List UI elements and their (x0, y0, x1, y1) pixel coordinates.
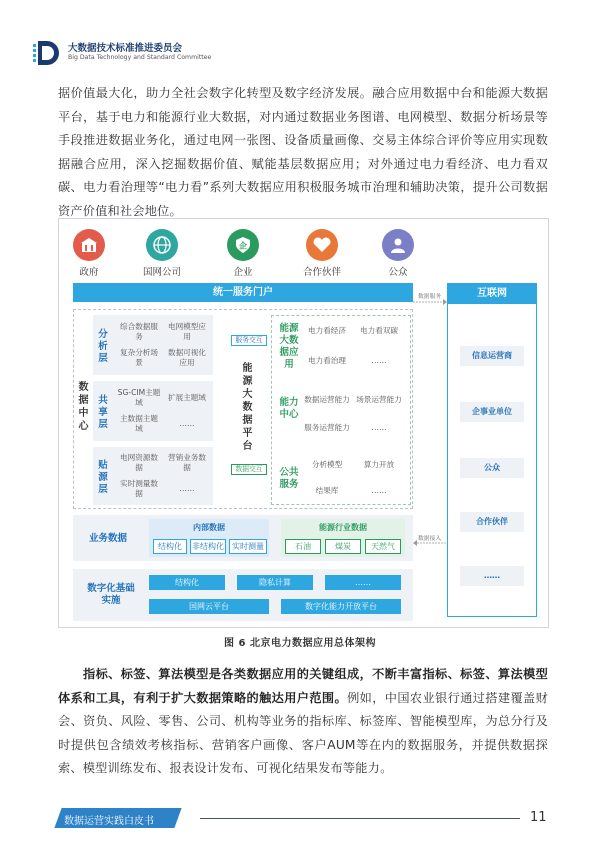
industry-data-cell: 石油 (285, 539, 321, 554)
energy-cell: 电力看双碳 (360, 326, 398, 335)
government-icon (73, 229, 105, 261)
arrow-icon (413, 540, 447, 546)
internet-item: 企事业单位 (460, 402, 524, 422)
architecture-diagram (58, 218, 549, 628)
data-center-label: 数据中心 (78, 382, 89, 432)
energy-cell: 电力看经济 (308, 326, 346, 335)
paragraph-2-bold: 指标、标签、算法模型是各类数据应用的关键组成，不断丰富指标、标签、算法模型体系和工具，有利于扩大数据策略的触达用户范围。 (58, 667, 548, 705)
shared-layer-label: 共享层 (98, 395, 108, 430)
arrow-icon (413, 299, 447, 305)
page-number: 11 (530, 810, 547, 825)
industry-data-cell: 天然气 (365, 539, 401, 554)
energy-cell: 电力看治理 (308, 356, 346, 365)
infra-cell: …… (325, 575, 401, 590)
industry-data-title: 能源行业数据 (319, 523, 367, 532)
internet-item: …… (460, 566, 524, 586)
entity-label: 企业 (233, 267, 253, 278)
layer-cell: 数据可视化应用 (168, 348, 206, 367)
entity-label: 国网公司 (142, 267, 181, 278)
business-data-label: 业务数据 (88, 533, 127, 544)
layer-cell: 实时测量数据 (120, 479, 158, 498)
layer-cell: …… (179, 484, 195, 493)
committee-logo (32, 38, 62, 68)
capability-center-label: 能力中心 (279, 397, 299, 420)
footer-title: 数据运营实践白皮书 (64, 816, 154, 827)
layer-cell: …… (179, 419, 195, 428)
org-name-en: Big Data Technology and Standard Committee (68, 54, 212, 61)
internet-item: 公众 (460, 458, 524, 478)
energy-cell: 服务运营能力 (304, 423, 350, 432)
infra-cell: 结构化 (149, 575, 225, 590)
infra-label: 数字化基础实施 (87, 583, 135, 606)
infra-cell: 数字化能力开放平台 (281, 599, 401, 614)
person-icon (382, 229, 414, 261)
internal-data-cell: 结构化 (153, 539, 187, 554)
source-layer-label: 贴源层 (98, 460, 108, 495)
energy-cell: …… (371, 486, 387, 495)
footer-divider (200, 818, 520, 819)
internet-item: 合作伙伴 (460, 512, 524, 532)
entity-label: 合作伙伴 (302, 267, 341, 278)
layer-cell: 营销业务数据 (168, 453, 206, 472)
layer-cell: 复杂分析场景 (120, 348, 158, 367)
internet-column (447, 283, 537, 617)
svg-text:企: 企 (239, 241, 247, 251)
energy-cell: …… (371, 356, 387, 365)
internet-item: 信息运营商 (460, 346, 524, 366)
internal-data-cell: 非结构化 (190, 539, 226, 554)
state-grid-icon (146, 229, 178, 261)
energy-cell: 分析模型 (311, 460, 343, 469)
analysis-layer-label: 分析层 (98, 329, 108, 364)
body-paragraph-1: 据价值最大化，助力全社会数字化转型及数字经济发展。融合应用数据中台和能源大数据平台，基于电力和能源行业大数据，对内通过数据业务图谱、电网模型、数据分析场景等手段推进数据业务化，通过电网一张图、设备质量画像、交易主体综合评价等应用实现数据融合应用，深入挖掘数据价值、赋能基层数据应用；对外通过电力看经济、电力看双碳、电力看治理等“电力看”系列大数据应用积极服务城市治理和辅助决策，提升公司数据资产价值和社会地位。 (58, 86, 548, 218)
energy-platform-label: 能源大数据平台 (242, 363, 253, 452)
public-service-label: 公共服务 (279, 467, 299, 490)
energy-cell: 场景运营能力 (356, 395, 402, 404)
data-interaction-tag: 数据交互 (231, 464, 267, 475)
layer-cell: 综合数据服务 (120, 322, 158, 341)
entity-label: 公众 (388, 267, 408, 278)
layer-cell: SG-CIM主题域 (117, 388, 161, 407)
unified-service-portal: 统一服务门户 (73, 283, 413, 302)
paragraph-2-rest: 例如，中国农业银行通过搭建覆盖财会、资负、风险、零售、公司、机构等业务的指标库、标签库、智能模型库，为总分行及时提供包含绩效考核指标、营销客户画像、客户AUM等在内的数据服务，并提供数据探索、模型训练发布、报表设计发布、可视化结果发布等能力。 (58, 690, 548, 775)
energy-cell: …… (371, 423, 387, 432)
layer-cell: 电网资源数据 (120, 453, 158, 472)
data-access-note: 数据接入 (418, 536, 442, 542)
internet-title: 互联网 (448, 284, 536, 304)
layer-cell: 扩展主题域 (168, 393, 206, 402)
internal-data-cell: 实时测量 (229, 539, 267, 554)
header (32, 38, 332, 68)
energy-cell: 数据运营能力 (304, 395, 350, 404)
industry-data-cell: 煤炭 (325, 539, 361, 554)
figure-caption: 图 6 北京电力数据应用总体架构 (224, 638, 376, 649)
internal-data-title: 内部数据 (193, 523, 225, 532)
layer-cell: 电网模型应用 (168, 322, 206, 341)
entity-label: 政府 (79, 267, 99, 278)
energy-cell: 算力开放 (363, 460, 395, 469)
handshake-icon (306, 229, 338, 261)
infra-cell: 隐私计算 (237, 575, 313, 590)
body-paragraph-2 (58, 663, 548, 781)
infra-cell: 国网云平台 (149, 599, 269, 614)
data-service-note: 数据服务 (418, 294, 442, 300)
layer-cell: 主数据主题域 (120, 414, 158, 433)
service-interaction-tag: 服务交互 (231, 335, 267, 346)
energy-app-label: 能源大数据应用 (279, 323, 299, 370)
org-name-cn: 大数据技术标准推进委员会 (68, 43, 183, 54)
energy-cell: 结果库 (315, 486, 339, 495)
enterprise-icon (227, 229, 259, 261)
